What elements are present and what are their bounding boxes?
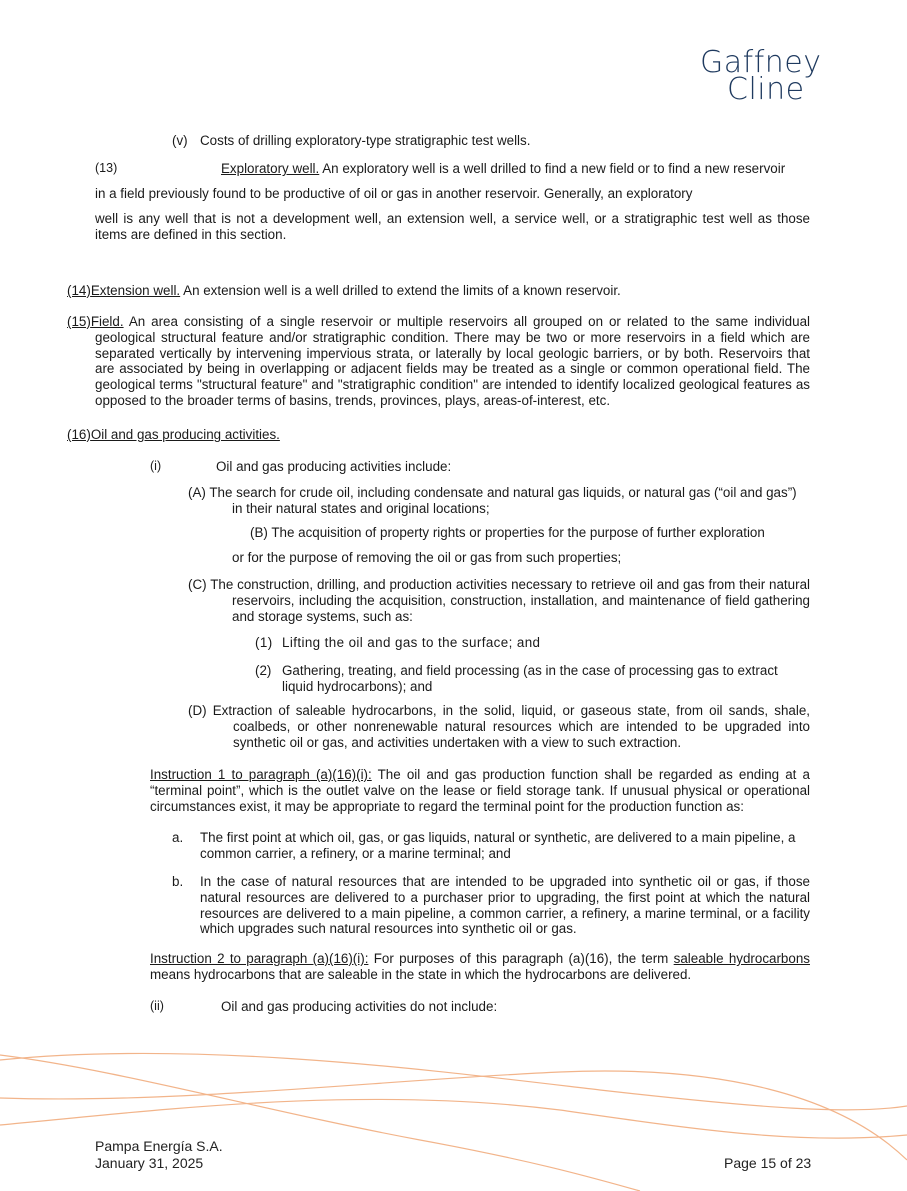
section-14-title: Extension well.	[90, 283, 181, 298]
logo-line-1: Gaffney	[700, 45, 822, 80]
footer-page-number: Page 15 of 23	[724, 1155, 812, 1171]
section-13-line-2: in a field previously found to be productive of oil or gas in another reservoir. Generally, an exploratory	[95, 186, 693, 201]
section-16-ii-text: Oil and gas producing activities do not include:	[221, 999, 498, 1014]
instruction-2-label: Instruction 2 to paragraph (a)(16)(i):	[150, 951, 369, 966]
section-15-number: (15)	[67, 314, 91, 329]
section-13-title: Exploratory well.	[221, 161, 320, 176]
section-16-ii-marker: (ii)	[150, 999, 164, 1013]
section-16-title: Oil and gas producing activities.	[90, 427, 280, 442]
instruction-1-text: The oil and gas production function shall be regarded as ending at a “terminal point”, which is the outlet valve on the lease or field storage tank. If unusual physical or operational circumstances exist, it may be appropriate to regard the terminal point for the production function as:	[150, 767, 810, 814]
item-C2-text: Gathering, treating, and field processing (as in the case of processing gas to extract liquid hydrocarbons); and	[282, 663, 778, 694]
item-a-text: The first point at which oil, gas, or gas liquids, natural or synthetic, are delivered to a main pipeline, a common carrier, a refinery, or a marine terminal; and	[200, 830, 796, 861]
item-b-text: In the case of natural resources that are intended to be upgraded into synthetic oil or gas, if those natural resources are delivered to a purchaser prior to upgrading, the first point at which the natural resources are delivered to a main pipeline, a common carrier, a refinery, a marine terminal, or a facility which upgrades such natural resources into synthetic oil or gas.	[200, 874, 810, 937]
item-B-line-2: or for the purpose of removing the oil or gas from such properties;	[232, 550, 622, 565]
logo-line-2: Cline	[727, 72, 805, 107]
section-15-heading	[67, 314, 124, 329]
section-13-line-3: well is any well that is not a development well, an extension well, a service well, or a stratigraphic test well as those items are defined in this section.	[95, 211, 810, 242]
section-14-text: An extension well is a well drilled to extend the limits of a known reservoir.	[183, 283, 621, 298]
item-A: (A) The search for crude oil, including condensate and natural gas liquids, or natural gas (“oil and gas”) in their natural states and original locations;	[188, 485, 797, 516]
section-14-heading	[67, 283, 180, 298]
section-16-i-marker: (i)	[150, 459, 162, 473]
footer-date: January 31, 2025	[95, 1155, 204, 1171]
section-13-text-1: An exploratory well is a well drilled to find a new field or to find a new reservoir	[322, 161, 786, 176]
instruction-2-pre: For purposes of this paragraph (a)(16), the term	[373, 951, 669, 966]
instruction-1-label: Instruction 1 to paragraph (a)(16)(i):	[150, 767, 372, 782]
item-v-marker: (v)	[172, 133, 188, 148]
item-v-text: Costs of drilling exploratory-type stratigraphic test wells.	[200, 133, 531, 148]
item-C1-marker: (1)	[255, 635, 273, 650]
instruction-2	[150, 951, 810, 983]
section-13-number: (13)	[95, 161, 118, 175]
item-C1-text: Lifting the oil and gas to the surface; and	[282, 635, 541, 650]
section-16-number: (16)	[67, 427, 91, 442]
instruction-2-post: means hydrocarbons that are saleable in the state in which the hydrocarbons are delivered.	[150, 966, 692, 982]
section-13-line-1	[221, 161, 785, 177]
section-15-text: An area consisting of a single reservoir or multiple reservoirs all grouped on or related to the same individual geological structural feature and/or stratigraphic condition. There may be two or more reservoirs in a field which are separated vertically by intervening impervious strata, or laterally by local geologic barriers, or by both. Reservoirs that are associated by being in overlapping or adjacent fields may be treated as a single or common operational field. The geological terms "structural feature" and "stratigraphic condition" are intended to identify localized geological features as opposed to the broader terms of basins, trends, provinces, plays, areas-of-interest, etc.	[95, 314, 810, 408]
item-a-marker: a.	[172, 830, 184, 845]
item-C2-marker: (2)	[255, 663, 272, 678]
section-16-heading	[67, 427, 280, 443]
section-14-number: (14)	[67, 283, 91, 298]
instruction-1	[150, 767, 810, 814]
instruction-2-term: saleable hydrocarbons	[673, 951, 810, 966]
footer-company: Pampa Energía S.A.	[95, 1138, 223, 1154]
item-D: (D) Extraction of saleable hydrocarbons, in the solid, liquid, or gaseous state, from oil sands, shale, coalbeds, or other nonrenewable natural resources which are intended to be upgraded into synthetic oil or gas, and activities undertaken with a view to such extraction.	[188, 703, 810, 750]
item-b-marker: b.	[172, 874, 184, 889]
gaffney-cline-logo	[700, 45, 822, 107]
section-15-title: Field.	[90, 314, 124, 329]
item-B-line-1: (B) The acquisition of property rights or properties for the purpose of further exploration	[250, 525, 765, 540]
section-16-i-text: Oil and gas producing activities include:	[216, 459, 452, 474]
wave-line-3	[0, 1099, 907, 1138]
section-14	[67, 283, 812, 299]
section-15	[67, 314, 810, 409]
item-C: (C) The construction, drilling, and production activities necessary to retrieve oil and gas from their natural reservoirs, including the acquisition, construction, installation, and maintenance of field gathering and storage systems, such as:	[188, 577, 810, 624]
